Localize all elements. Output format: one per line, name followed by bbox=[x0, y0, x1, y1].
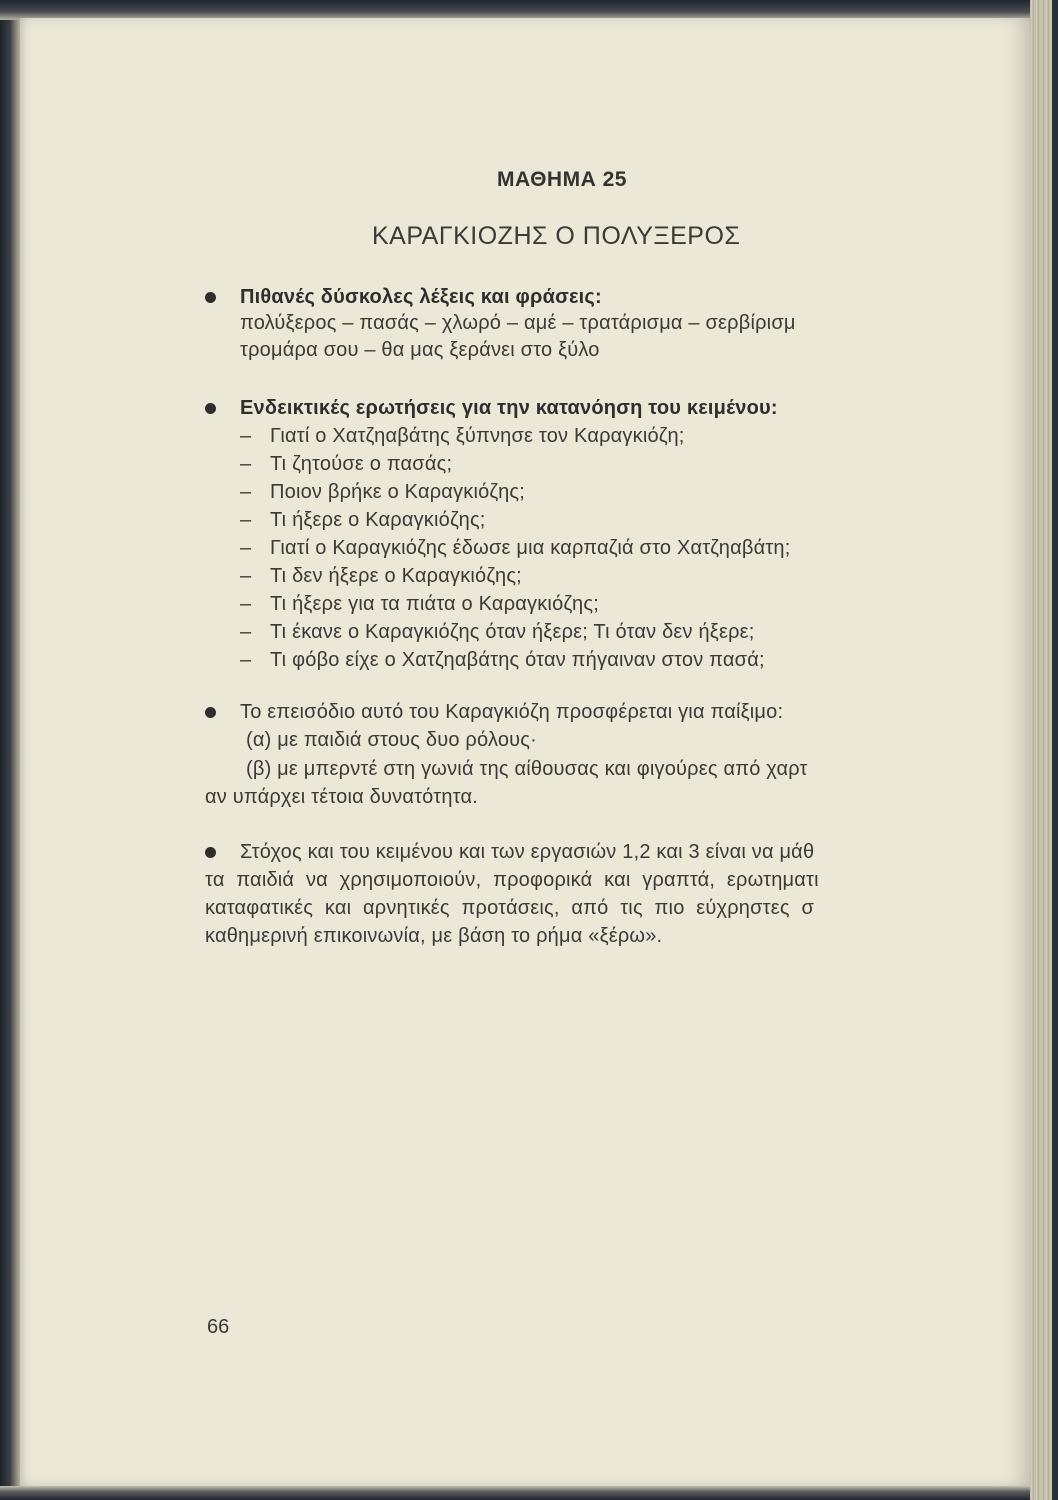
question-dash: – bbox=[240, 453, 252, 475]
question-item: – Ποιον βρήκε ο Καραγκιόζης; bbox=[240, 481, 525, 503]
question-dash: – bbox=[240, 509, 252, 531]
difficult-words-line: πολύξερος – πασάς – χλωρό – αμέ – τρατάρισμα – σερβίρισμ bbox=[240, 312, 796, 334]
question-dash: – bbox=[240, 565, 252, 587]
question-item: – Τι φόβο είχε ο Χατζηαβάτης όταν πήγαιναν στον πασά; bbox=[240, 649, 765, 671]
question-item: – Γιατί ο Χατζηαβάτης ξύπνησε τον Καραγκιόζη; bbox=[240, 425, 685, 447]
question-item: – Τι ήξερε για τα πιάτα ο Καραγκιόζης; bbox=[240, 593, 599, 615]
questions-heading: Ενδεικτικές ερωτήσεις για την κατανόηση του κειμένου: bbox=[240, 397, 778, 419]
question-dash: – bbox=[240, 481, 252, 503]
question-dash: – bbox=[240, 621, 252, 643]
question-item: – Τι ήξερε ο Καραγκιόζης; bbox=[240, 509, 486, 531]
question-dash: – bbox=[240, 425, 252, 447]
goal-line: καταφατικές και αρνητικές προτάσεις, από τις πιο εύχρηστες σ bbox=[205, 897, 815, 919]
bullet-difficult-words bbox=[205, 292, 216, 303]
bullet-performance bbox=[205, 707, 216, 718]
question-item: – Γιατί ο Καραγκιόζης έδωσε μια καρπαζιά στο Χατζηαβάτη; bbox=[240, 537, 791, 559]
question-item: – Τι έκανε ο Καραγκιόζης όταν ήξερε; Τι όταν δεν ήξερε; bbox=[240, 621, 755, 643]
performance-option-b-continued: αν υπάρχει τέτοια δυνατότητα. bbox=[205, 786, 478, 808]
difficult-words-heading: Πιθανές δύσκολες λέξεις και φράσεις: bbox=[240, 286, 602, 308]
bullet-goal bbox=[205, 847, 216, 858]
question-item: – Τι ζητούσε ο πασάς; bbox=[240, 453, 453, 475]
page-number: 66 bbox=[207, 1316, 230, 1338]
scan-border-right bbox=[1052, 0, 1058, 1500]
performance-option-b: (β) με μπερντέ στη γωνιά της αίθουσας και φιγούρες από χαρτ bbox=[246, 758, 808, 780]
question-item: – Τι δεν ήξερε ο Καραγκιόζης; bbox=[240, 565, 522, 587]
question-dash: – bbox=[240, 649, 252, 671]
goal-line: καθημερινή επικοινωνία, με βάση το ρήμα «ξέρω». bbox=[205, 925, 663, 947]
performance-intro: Το επεισόδιο αυτό του Καραγκιόζη προσφέρεται για παίξιμο: bbox=[240, 701, 784, 723]
lesson-title: ΚΑΡΑΓΚΙΟΖΗΣ Ο ΠΟΛΥΞΕΡΟΣ bbox=[372, 222, 741, 250]
question-dash: – bbox=[240, 593, 252, 615]
goal-line: Στόχος και του κειμένου και των εργασιών 1,2 και 3 είναι να μάθ bbox=[240, 841, 815, 863]
difficult-words-line: τρομάρα σου – θα μας ξεράνει στο ξύλο bbox=[240, 339, 600, 361]
performance-option-a: (α) με παιδιά στους δυο ρόλους· bbox=[246, 729, 537, 751]
bullet-questions bbox=[205, 403, 216, 414]
question-dash: – bbox=[240, 537, 252, 559]
goal-line: τα παιδιά να χρησιμοποιούν, προφορικά και γραπτά, ερωτηματι bbox=[205, 869, 819, 891]
lesson-number: ΜΑΘΗΜΑ 25 bbox=[497, 168, 627, 191]
